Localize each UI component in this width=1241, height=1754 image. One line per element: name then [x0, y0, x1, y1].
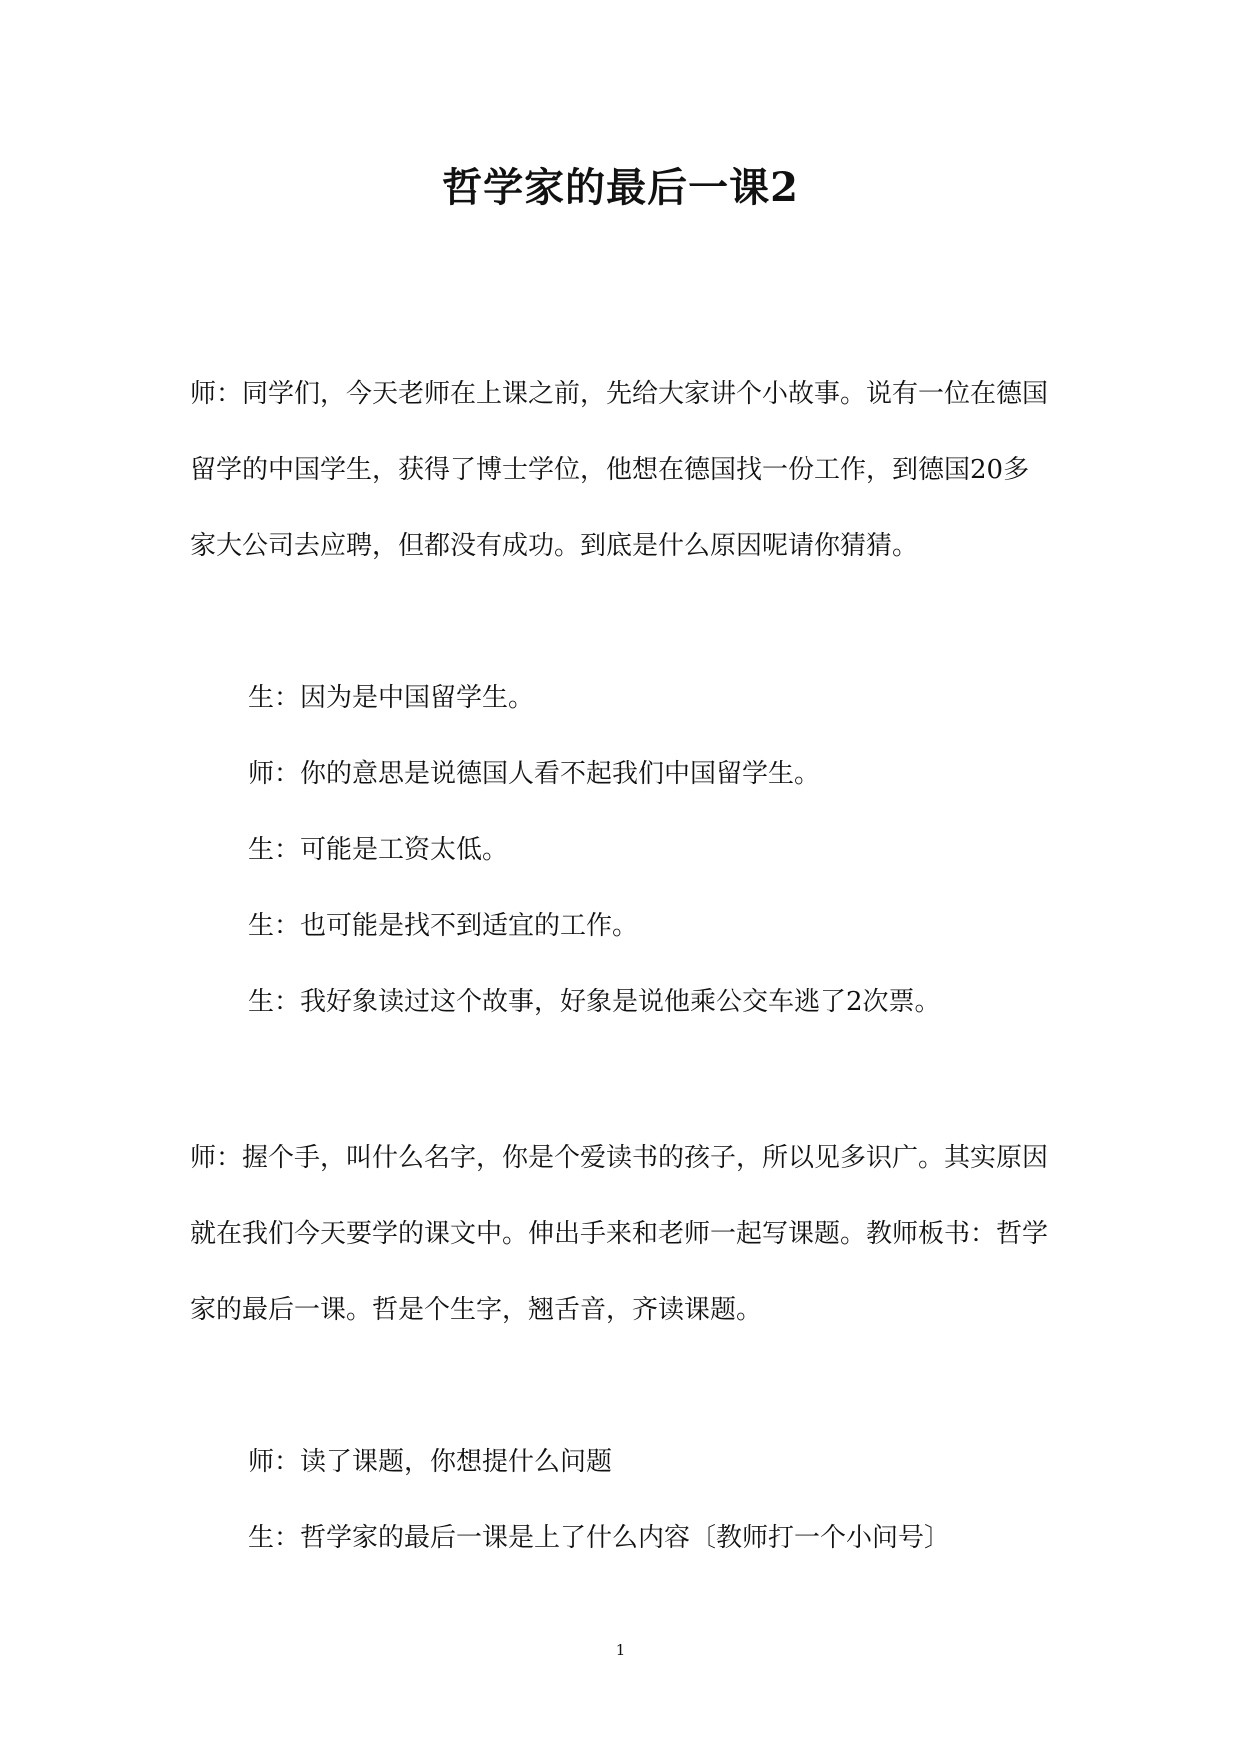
- paragraph-teacher-question: 师：读了课题，你想提什么问题: [248, 1447, 613, 1477]
- paragraph-student-question: 生：哲学家的最后一课是上了什么内容〔教师打一个小问号〕: [248, 1523, 951, 1553]
- paragraph-student-answer-2: 生：可能是工资太低。: [248, 835, 509, 865]
- paragraph-student-answer-1: 生：因为是中国留学生。: [248, 683, 535, 713]
- paragraph-teacher-story: 师：同学们，今天老师在上课之前，先给大家讲个小故事。说有一位在德国留学的中国学生，获得了博士学位，他想在德国找一份工作，到德国20多家大公司去应聘，但都没有成功。到底是什么原因呢请你猜猜。: [190, 379, 1049, 561]
- page-number: 1: [615, 1641, 626, 1659]
- paragraph-teacher-handshake: 师：握个手，叫什么名字，你是个爱读书的孩子，所以见多识广。其实原因就在我们今天要学的课文中。伸出手来和老师一起写课题。教师板书：哲学家的最后一课。哲是个生字，翘舌音，齐读课题。: [190, 1143, 1049, 1325]
- paragraph-student-answer-3: 生：也可能是找不到适宜的工作。: [248, 911, 639, 941]
- paragraph-teacher-reply: 师：你的意思是说德国人看不起我们中国留学生。: [248, 759, 821, 789]
- paragraph-student-answer-4: 生：我好象读过这个故事，好象是说他乘公交车逃了2次票。: [248, 987, 941, 1017]
- document-title: 哲学家的最后一课2: [442, 164, 799, 211]
